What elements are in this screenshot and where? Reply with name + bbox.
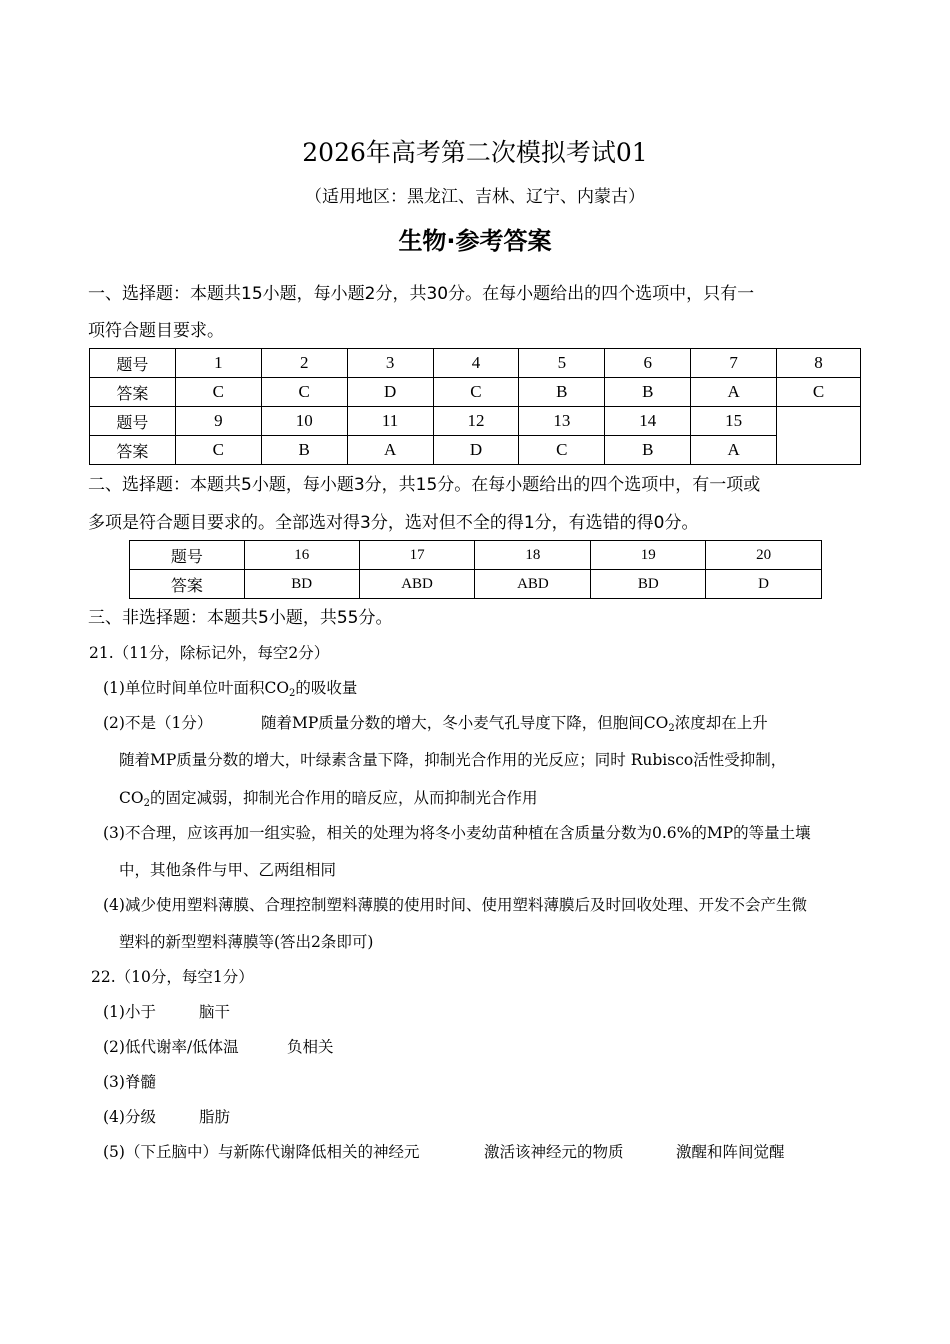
answer-cell: C [175,378,261,407]
question-number: 4 [433,349,519,378]
q21-answer-2b: 随着MP质量分数的增大，冬小麦气孔导度下降，但胞间$CO_2$浓度却在上升 [261,714,768,734]
answer-cell: D [433,436,519,465]
q22-answer-5c: 激醒和阵间觉醒 [676,1143,785,1161]
question-number: 10 [261,407,347,436]
section2-instructions-line1: 二、选择题：本题共5小题，每小题3分，共15分。在每小题给出的四个选项中，有一项或 [88,475,761,495]
q21-answer-2-line2: 随着MP质量分数的增大，叶绿素含量下降，抑制光合作用的光反应；同时 Rubisco活性受抑制， [119,751,787,769]
answer-cell: C [433,378,519,407]
table-row [130,570,822,599]
answer-cell: B [519,378,605,407]
answer-cell: C [777,378,861,407]
answer-cell: C [175,436,261,465]
answer-cell: ABD [475,570,591,599]
q21-answer-1: (1)单位时间单位叶面积$CO_2$的吸收量 [103,679,358,699]
question-number: 9 [175,407,261,436]
row-label-answer: 答案 [90,378,176,407]
question-number: 15 [691,407,777,436]
answer-cell: A [691,378,777,407]
q22-heading: 22.（10分，每空1分） [91,968,254,986]
answer-cell: B [261,436,347,465]
q21-answer-4-line2: 塑料的新型塑料薄膜等(答出2条即可) [119,933,374,951]
question-number: 8 [777,349,861,378]
answer-cell: C [261,378,347,407]
row-label-answer: 答案 [90,436,176,465]
answer-cell: BD [244,570,359,599]
question-number: 19 [591,541,706,570]
row-label-question: 题号 [90,349,176,378]
question-number: 18 [475,541,591,570]
q22-answer-2a: (2)低代谢率/低体温 [103,1038,239,1056]
empty-cell [777,407,861,465]
section1-instructions-line1: 一、选择题：本题共15小题，每小题2分，共30分。在每小题给出的四个选项中，只有一 [88,284,755,304]
question-number: 13 [519,407,605,436]
row-label-answer: 答案 [130,570,245,599]
section1-answer-table [89,348,861,465]
q21-answer-3-line1: (3)不合理，应该再加一组实验，相关的处理为将冬小麦幼苗种植在含质量分数为0.6%的MP的等量土壤 [103,824,811,842]
answer-cell: B [605,436,691,465]
region-subtitle: （适用地区：黑龙江、吉林、辽宁、内蒙古） [305,187,645,207]
row-label-question: 题号 [130,541,245,570]
question-number: 11 [347,407,433,436]
q22-answer-1b: 脑干 [199,1003,231,1021]
section3-heading: 三、非选择题：本题共5小题，共55分。 [88,608,393,628]
subject-title: 生物·参考答案 [398,227,552,255]
q21-answer-4-line1: (4)减少使用塑料薄膜、合理控制塑料薄膜的使用时间、使用塑料薄膜后及时回收处理、开发不会产生微 [103,896,807,914]
question-number: 1 [175,349,261,378]
question-number: 2 [261,349,347,378]
q21-answer-3-line2: 中，其他条件与甲、乙两组相同 [119,861,337,879]
question-number: 5 [519,349,605,378]
question-number: 6 [605,349,691,378]
question-number: 7 [691,349,777,378]
q22-answer-4a: (4)分级 [103,1108,156,1126]
table-row [90,436,861,465]
answer-cell: B [605,378,691,407]
page-title: 2026年高考第二次模拟考试01 [302,138,648,167]
question-number: 14 [605,407,691,436]
section2-answer-table [129,540,822,599]
q22-answer-4b: 脂肪 [199,1108,231,1126]
q22-answer-5b: 激活该神经元的物质 [484,1143,624,1161]
answer-cell: A [691,436,777,465]
q21-heading: 21.（11分，除标记外，每空2分） [89,644,330,662]
question-number: 3 [347,349,433,378]
section1-instructions-line2: 项符合题目要求。 [88,321,224,341]
section2-instructions-line2: 多项是符合题目要求的。全部选对得3分，选对但不全的得1分，有选错的得0分。 [88,513,699,533]
q22-answer-3: (3)脊髓 [103,1073,156,1091]
answer-cell: D [347,378,433,407]
answer-cell: A [347,436,433,465]
answer-cell: BD [591,570,706,599]
question-number: 12 [433,407,519,436]
table-row [90,407,861,436]
question-number: 20 [706,541,822,570]
q21-answer-2-line3: $CO_2$的固定减弱，抑制光合作用的暗反应，从而抑制光合作用 [119,789,538,809]
table-row [90,378,861,407]
q22-answer-1a: (1)小于 [103,1003,156,1021]
question-number: 16 [244,541,359,570]
q22-answer-5a: (5)（下丘脑中）与新陈代谢降低相关的神经元 [103,1143,420,1161]
q22-answer-2b: 负相关 [287,1038,334,1056]
q21-answer-2a: (2)不是（1分） [103,714,213,732]
row-label-question: 题号 [90,407,176,436]
table-row [90,349,861,378]
answer-cell: C [519,436,605,465]
table-row [130,541,822,570]
answer-cell: ABD [359,570,475,599]
question-number: 17 [359,541,475,570]
answer-cell: D [706,570,822,599]
